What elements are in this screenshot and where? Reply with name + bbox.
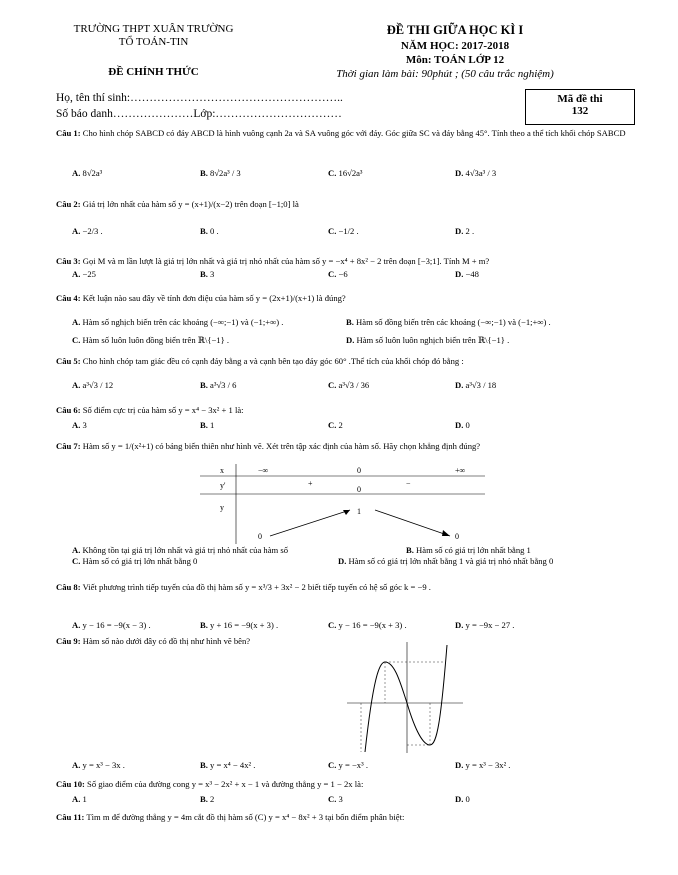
vt-yprime-label: y' — [220, 481, 226, 490]
q4-option-a[interactable]: A. Hàm số nghịch biến trên các khoảng (−∞;−1) và (−1;+∞) . — [72, 317, 284, 327]
q1-option-b[interactable]: B. 8√2a³ / 3 — [200, 168, 241, 178]
graph-curve — [365, 645, 447, 752]
question-10: Câu 10: Số giao điểm của đường cong y = x³ − 2x² + x − 1 và đường thẳng y = 1 − 2x là: — [56, 779, 364, 789]
q4-option-d[interactable]: D. Hàm số luôn luôn nghịch biến trên ℝ\{−1} . — [346, 335, 510, 345]
vt-minus: − — [406, 479, 411, 488]
q5-option-b[interactable]: B. a³√3 / 6 — [200, 380, 237, 390]
q1-option-d[interactable]: D. 4√3a³ / 3 — [455, 168, 497, 178]
question-9: Câu 9: Hàm số nào dưới đây có đồ thị như hình vẽ bên? — [56, 636, 251, 646]
vt-x-label: x — [220, 466, 224, 475]
q10-option-c[interactable]: C. 3 — [328, 794, 343, 804]
q5-option-a[interactable]: A. a³√3 / 12 — [72, 380, 114, 390]
vt-pinf: +∞ — [455, 466, 466, 475]
question-6: Câu 6: Số điểm cực trị của hàm số y = x⁴ − 3x² + 1 là: — [56, 405, 244, 415]
official-label: ĐỀ CHÍNH THỨC — [108, 66, 199, 78]
q9-option-d[interactable]: D. y = x³ − 3x² . — [455, 760, 511, 770]
vt-zero-deriv: 0 — [357, 485, 361, 494]
q7-option-a[interactable]: A. Không tồn tại giá trị lớn nhất và giá trị nhỏ nhất của hàm số — [72, 545, 289, 555]
question-8: Câu 8: Viết phương trình tiếp tuyến của đồ thị hàm số y = x³/3 + 3x² − 2 biết tiếp tuyến có hệ số góc k = −9 . — [56, 582, 431, 592]
q4-option-c[interactable]: C. Hàm số luôn luôn đồng biến trên ℝ\{−1} . — [72, 335, 230, 345]
trend-down-arrowhead — [442, 530, 450, 536]
candidate-id-line: Số báo danh…………………Lớp:…………………………… — [56, 108, 342, 120]
question-1 — [56, 128, 626, 139]
question-11: Câu 11: Tìm m để đường thẳng y = 4m cắt đồ thị hàm số (C) y = x⁴ − 8x² + 3 tại bốn điểm phân biệt: — [56, 812, 405, 822]
question-2: Câu 2: Giá trị lớn nhất của hàm số y = (x+1)/(x−2) trên đoạn [−1;0] là — [56, 199, 299, 209]
q1-option-a[interactable]: A. 8√2a³ — [72, 168, 103, 178]
q3-option-a[interactable]: A. −25 — [72, 269, 96, 279]
question-5: Câu 5: Cho hình chóp tam giác đều có cạnh đáy bằng a và cạnh bên tạo đáy góc 60° .Thể tích của khối chóp đó bằng : — [56, 356, 464, 366]
question-label: Câu 1: — [56, 128, 81, 138]
q2-option-b[interactable]: B. 0 . — [200, 226, 219, 236]
q9-option-c[interactable]: C. y = −x³ . — [328, 760, 368, 770]
exam-code-label: Mã đề thi — [557, 93, 603, 105]
q2-option-d[interactable]: D. 2 . — [455, 226, 475, 236]
vt-left-limit: 0 — [258, 532, 262, 541]
trend-down-arrow — [375, 510, 450, 536]
q7-option-b[interactable]: B. Hàm số có giá trị lớn nhất bằng 1 — [406, 545, 531, 555]
subject: Môn: TOÁN LỚP 12 — [405, 54, 505, 66]
q8-option-a[interactable]: A. y − 16 = −9(x − 3) . — [72, 620, 151, 630]
q3-option-c[interactable]: C. −6 — [328, 269, 348, 279]
q1-option-c[interactable]: C. 16√2a³ — [328, 168, 363, 178]
vt-zero: 0 — [357, 466, 361, 475]
q6-option-a[interactable]: A. 3 — [72, 420, 87, 430]
q7-option-d[interactable]: D. Hàm số có giá trị lớn nhất bằng 1 và giá trị nhỏ nhất bằng 0 — [338, 556, 554, 566]
q6-option-b[interactable]: B. 1 — [200, 420, 215, 430]
trend-up-arrowhead — [343, 510, 350, 515]
function-graph — [345, 640, 465, 755]
q3-option-d[interactable]: D. −48 — [455, 269, 479, 279]
exam-code-value: 132 — [571, 105, 589, 117]
q7-option-c[interactable]: C. Hàm số có giá trị lớn nhất bằng 0 — [72, 556, 198, 566]
question-3: Câu 3: Gọi M và m lần lượt là giá trị lớn nhất và giá trị nhỏ nhất của hàm số y = −x⁴ + 8x² − 2 trên đoạn [−3;1]. Tính M + m? — [56, 256, 490, 266]
variation-table — [200, 464, 485, 544]
vt-y-label: y — [220, 503, 224, 512]
candidate-name-line: Họ, tên thí sinh:……………………………………………….. — [56, 92, 343, 104]
q5-option-c[interactable]: C. a³√3 / 36 — [328, 380, 370, 390]
q5-option-d[interactable]: D. a³√3 / 18 — [455, 380, 497, 390]
time-limit: Thời gian làm bài: 90phút ; (50 câu trắc nghiệm) — [336, 68, 554, 80]
q6-option-c[interactable]: C. 2 — [328, 420, 343, 430]
trend-up-arrow — [270, 510, 350, 536]
q10-option-d[interactable]: D. 0 — [455, 794, 470, 804]
vt-plus: + — [308, 479, 313, 488]
exam-code-box — [525, 89, 635, 125]
question-4: Câu 4: Kết luận nào sau đây về tính đơn điệu của hàm số y = (2x+1)/(x+1) là đúng? — [56, 293, 346, 303]
q2-option-c[interactable]: C. −1/2 . — [328, 226, 359, 236]
question-text: Cho hình chóp SABCD có đáy ABCD là hình vuông cạnh 2a và SA vuông góc với đáy. Góc giữa SC và đáy bằng 45°. Tính theo a thể tích khối chóp SABCD — [82, 128, 626, 138]
q6-option-d[interactable]: D. 0 — [455, 420, 470, 430]
q10-option-b[interactable]: B. 2 — [200, 794, 215, 804]
vt-right-limit: 0 — [455, 532, 459, 541]
exam-title: ĐỀ THI GIỮA HỌC KÌ I — [386, 23, 524, 37]
q8-option-c[interactable]: C. y − 16 = −9(x + 3) . — [328, 620, 407, 630]
q8-option-b[interactable]: B. y + 16 = −9(x + 3) . — [200, 620, 279, 630]
school-name: TRƯỜNG THPT XUÂN TRƯỜNG — [73, 23, 234, 35]
q2-option-a[interactable]: A. −2/3 . — [72, 226, 103, 236]
q9-option-b[interactable]: B. y = x⁴ − 4x² . — [200, 760, 256, 770]
q10-option-a[interactable]: A. 1 — [72, 794, 87, 804]
q8-option-d[interactable]: D. y = −9x − 27 . — [455, 620, 515, 630]
question-7: Câu 7: Hàm số y = 1/(x²+1) có bảng biến thiên như hình vẽ. Xét trên tập xác định của hàm số. Hãy chọn khẳng định đúng? — [56, 441, 481, 451]
q3-option-b[interactable]: B. 3 — [200, 269, 215, 279]
vt-max: 1 — [357, 507, 361, 516]
vt-ninf: −∞ — [258, 466, 269, 475]
school-year: NĂM HỌC: 2017-2018 — [400, 40, 510, 52]
q9-option-a[interactable]: A. y = x³ − 3x . — [72, 760, 125, 770]
q4-option-b[interactable]: B. Hàm số đồng biến trên các khoảng (−∞;−1) và (−1;+∞) . — [346, 317, 551, 327]
department: TỔ TOÁN-TIN — [118, 36, 189, 48]
